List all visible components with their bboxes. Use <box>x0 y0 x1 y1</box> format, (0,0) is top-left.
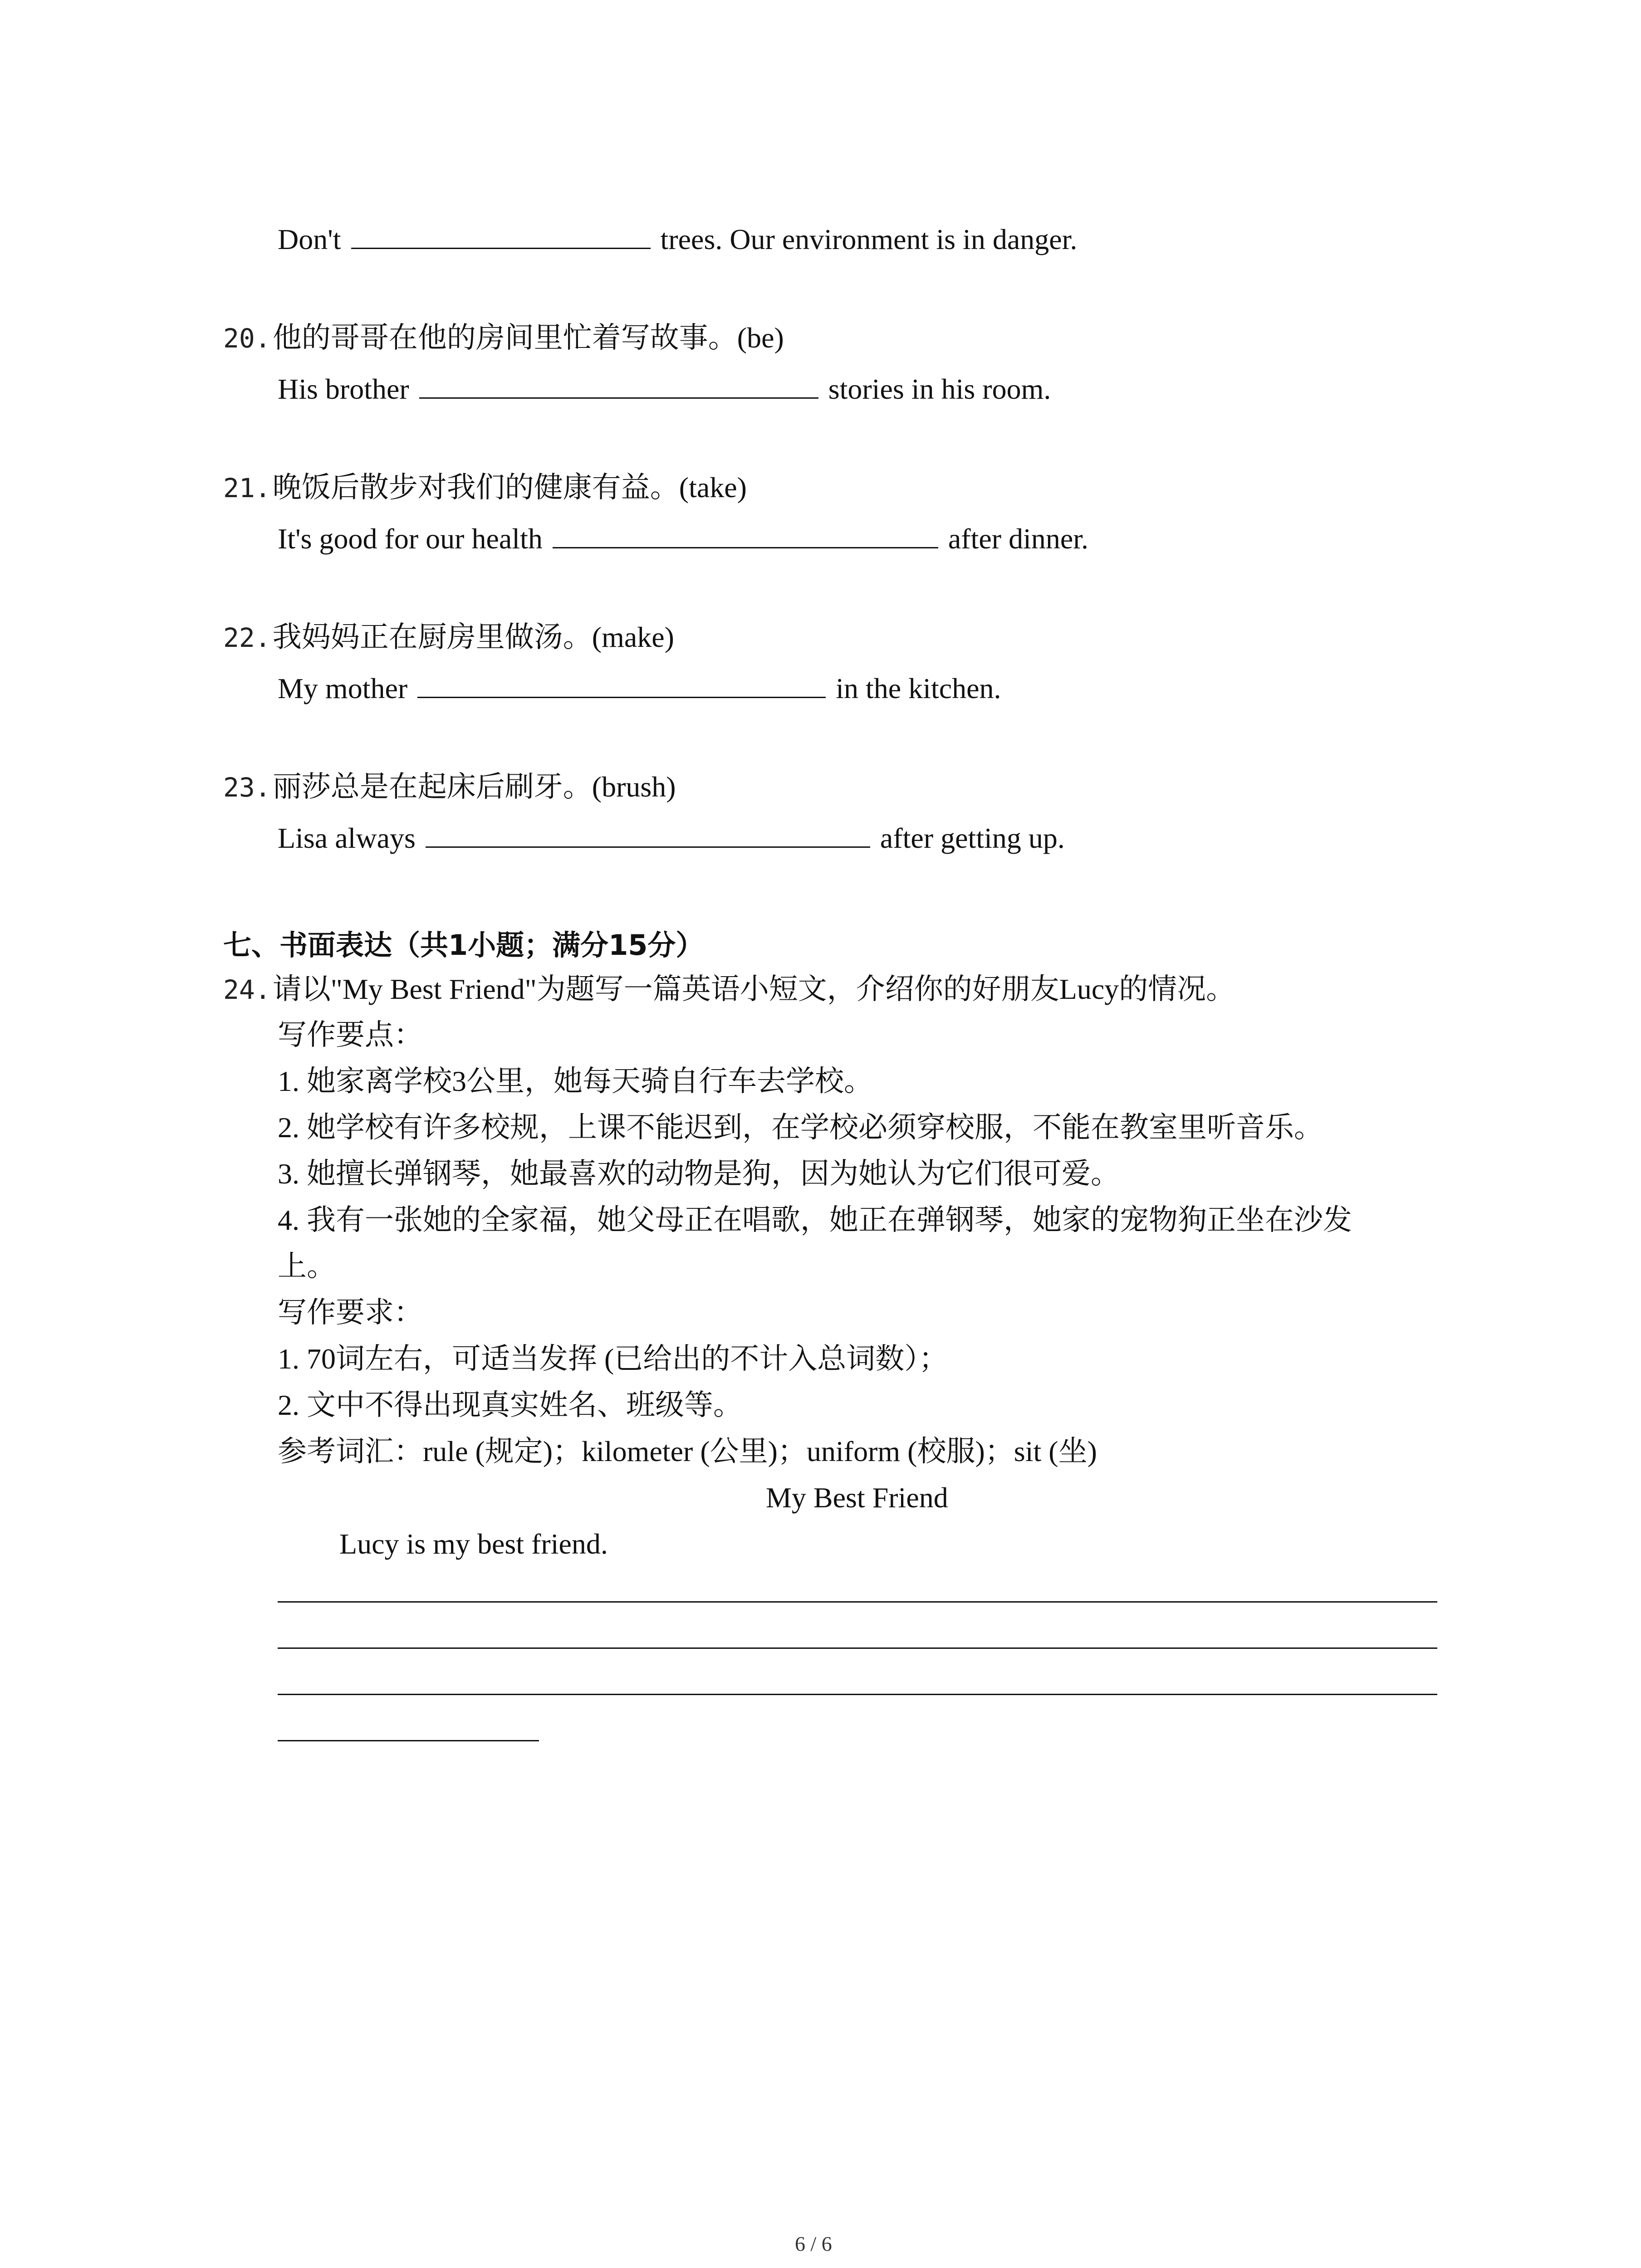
writing-line[interactable] <box>278 1694 1437 1695</box>
writing-line[interactable] <box>278 1647 1437 1649</box>
sentence-start: My mother <box>278 672 408 704</box>
answer-blank[interactable] <box>351 224 651 249</box>
points-title: 写作要点： <box>278 1019 423 1051</box>
item-22-sentence <box>278 673 1001 703</box>
sentence-end: stories in his room. <box>828 373 1051 405</box>
chinese-prompt: 丽莎总是在起床后刷牙。(brush) <box>272 771 676 803</box>
point-4-cont: 上。 <box>278 1250 336 1282</box>
item-21-prompt <box>223 473 747 503</box>
question-number: 22. <box>223 622 271 653</box>
sentence-end: after dinner. <box>948 523 1089 555</box>
question-number: 20. <box>223 323 271 354</box>
question-text: 请以"My Best Friend"为题写一篇英语小短文，介绍你的好朋友Lucy的情况。 <box>272 973 1235 1005</box>
answer-blank[interactable] <box>417 673 826 698</box>
answer-blank[interactable] <box>426 823 870 848</box>
requirement-1: 1. 70词左右，可适当发挥 (已给出的不计入总词数）； <box>278 1343 948 1375</box>
item-19-sentence <box>278 224 1077 254</box>
chinese-prompt: 晚饭后散步对我们的健康有益。(take) <box>272 471 747 503</box>
page-number: 6 / 6 <box>795 2232 832 2255</box>
question-number: 23. <box>223 772 271 803</box>
essay-opening: Lucy is my best friend. <box>339 1528 608 1560</box>
answer-blank[interactable] <box>419 374 818 399</box>
sentence-end: trees. Our environment is in danger. <box>660 223 1078 255</box>
requirements-title: 写作要求： <box>278 1296 423 1329</box>
writing-line[interactable] <box>278 1740 539 1741</box>
point-3: 3. 她擅长弹钢琴，她最喜欢的动物是狗，因为她认为它们很可爱。 <box>278 1158 1120 1190</box>
point-4: 4. 我有一张她的全家福，她父母正在唱歌，她正在弹钢琴，她家的宠物狗正坐在沙发 <box>278 1204 1352 1236</box>
writing-line[interactable] <box>278 1601 1437 1603</box>
section-heading: 七、书面表达（共1小题；满分15分） <box>223 929 704 962</box>
reference-vocabulary: 参考词汇：rule (规定)；kilometer (公里)；uniform (校服)；sit (坐) <box>278 1435 1097 1467</box>
question-number: 24. <box>223 974 271 1005</box>
item-21-sentence <box>278 523 1088 553</box>
item-20-sentence <box>278 374 1051 404</box>
point-1: 1. 她家离学校3公里，她每天骑自行车去学校。 <box>278 1065 873 1097</box>
sentence-end: in the kitchen. <box>836 672 1001 704</box>
answer-blank[interactable] <box>553 523 938 548</box>
chinese-prompt: 我妈妈正在厨房里做汤。(make) <box>272 621 674 653</box>
point-2: 2. 她学校有许多校规，上课不能迟到，在学校必须穿校服，不能在教室里听音乐。 <box>278 1111 1323 1144</box>
sentence-end: after getting up. <box>880 822 1065 854</box>
item-23-sentence <box>278 823 1065 853</box>
question-number: 21. <box>223 473 271 503</box>
essay-title: My Best Friend <box>766 1481 948 1514</box>
sentence-start: It's good for our health <box>278 523 543 555</box>
item-23-prompt <box>223 772 676 803</box>
chinese-prompt: 他的哥哥在他的房间里忙着写故事。(be) <box>272 322 784 354</box>
item-22-prompt <box>223 622 674 653</box>
sentence-start: Lisa always <box>278 822 416 854</box>
question-24-prompt <box>223 974 1235 1005</box>
sentence-start: His brother <box>278 373 409 405</box>
sentence-start: Don't <box>278 223 341 255</box>
item-20-prompt <box>223 323 784 354</box>
requirement-2: 2. 文中不得出现真实姓名、班级等。 <box>278 1389 742 1421</box>
